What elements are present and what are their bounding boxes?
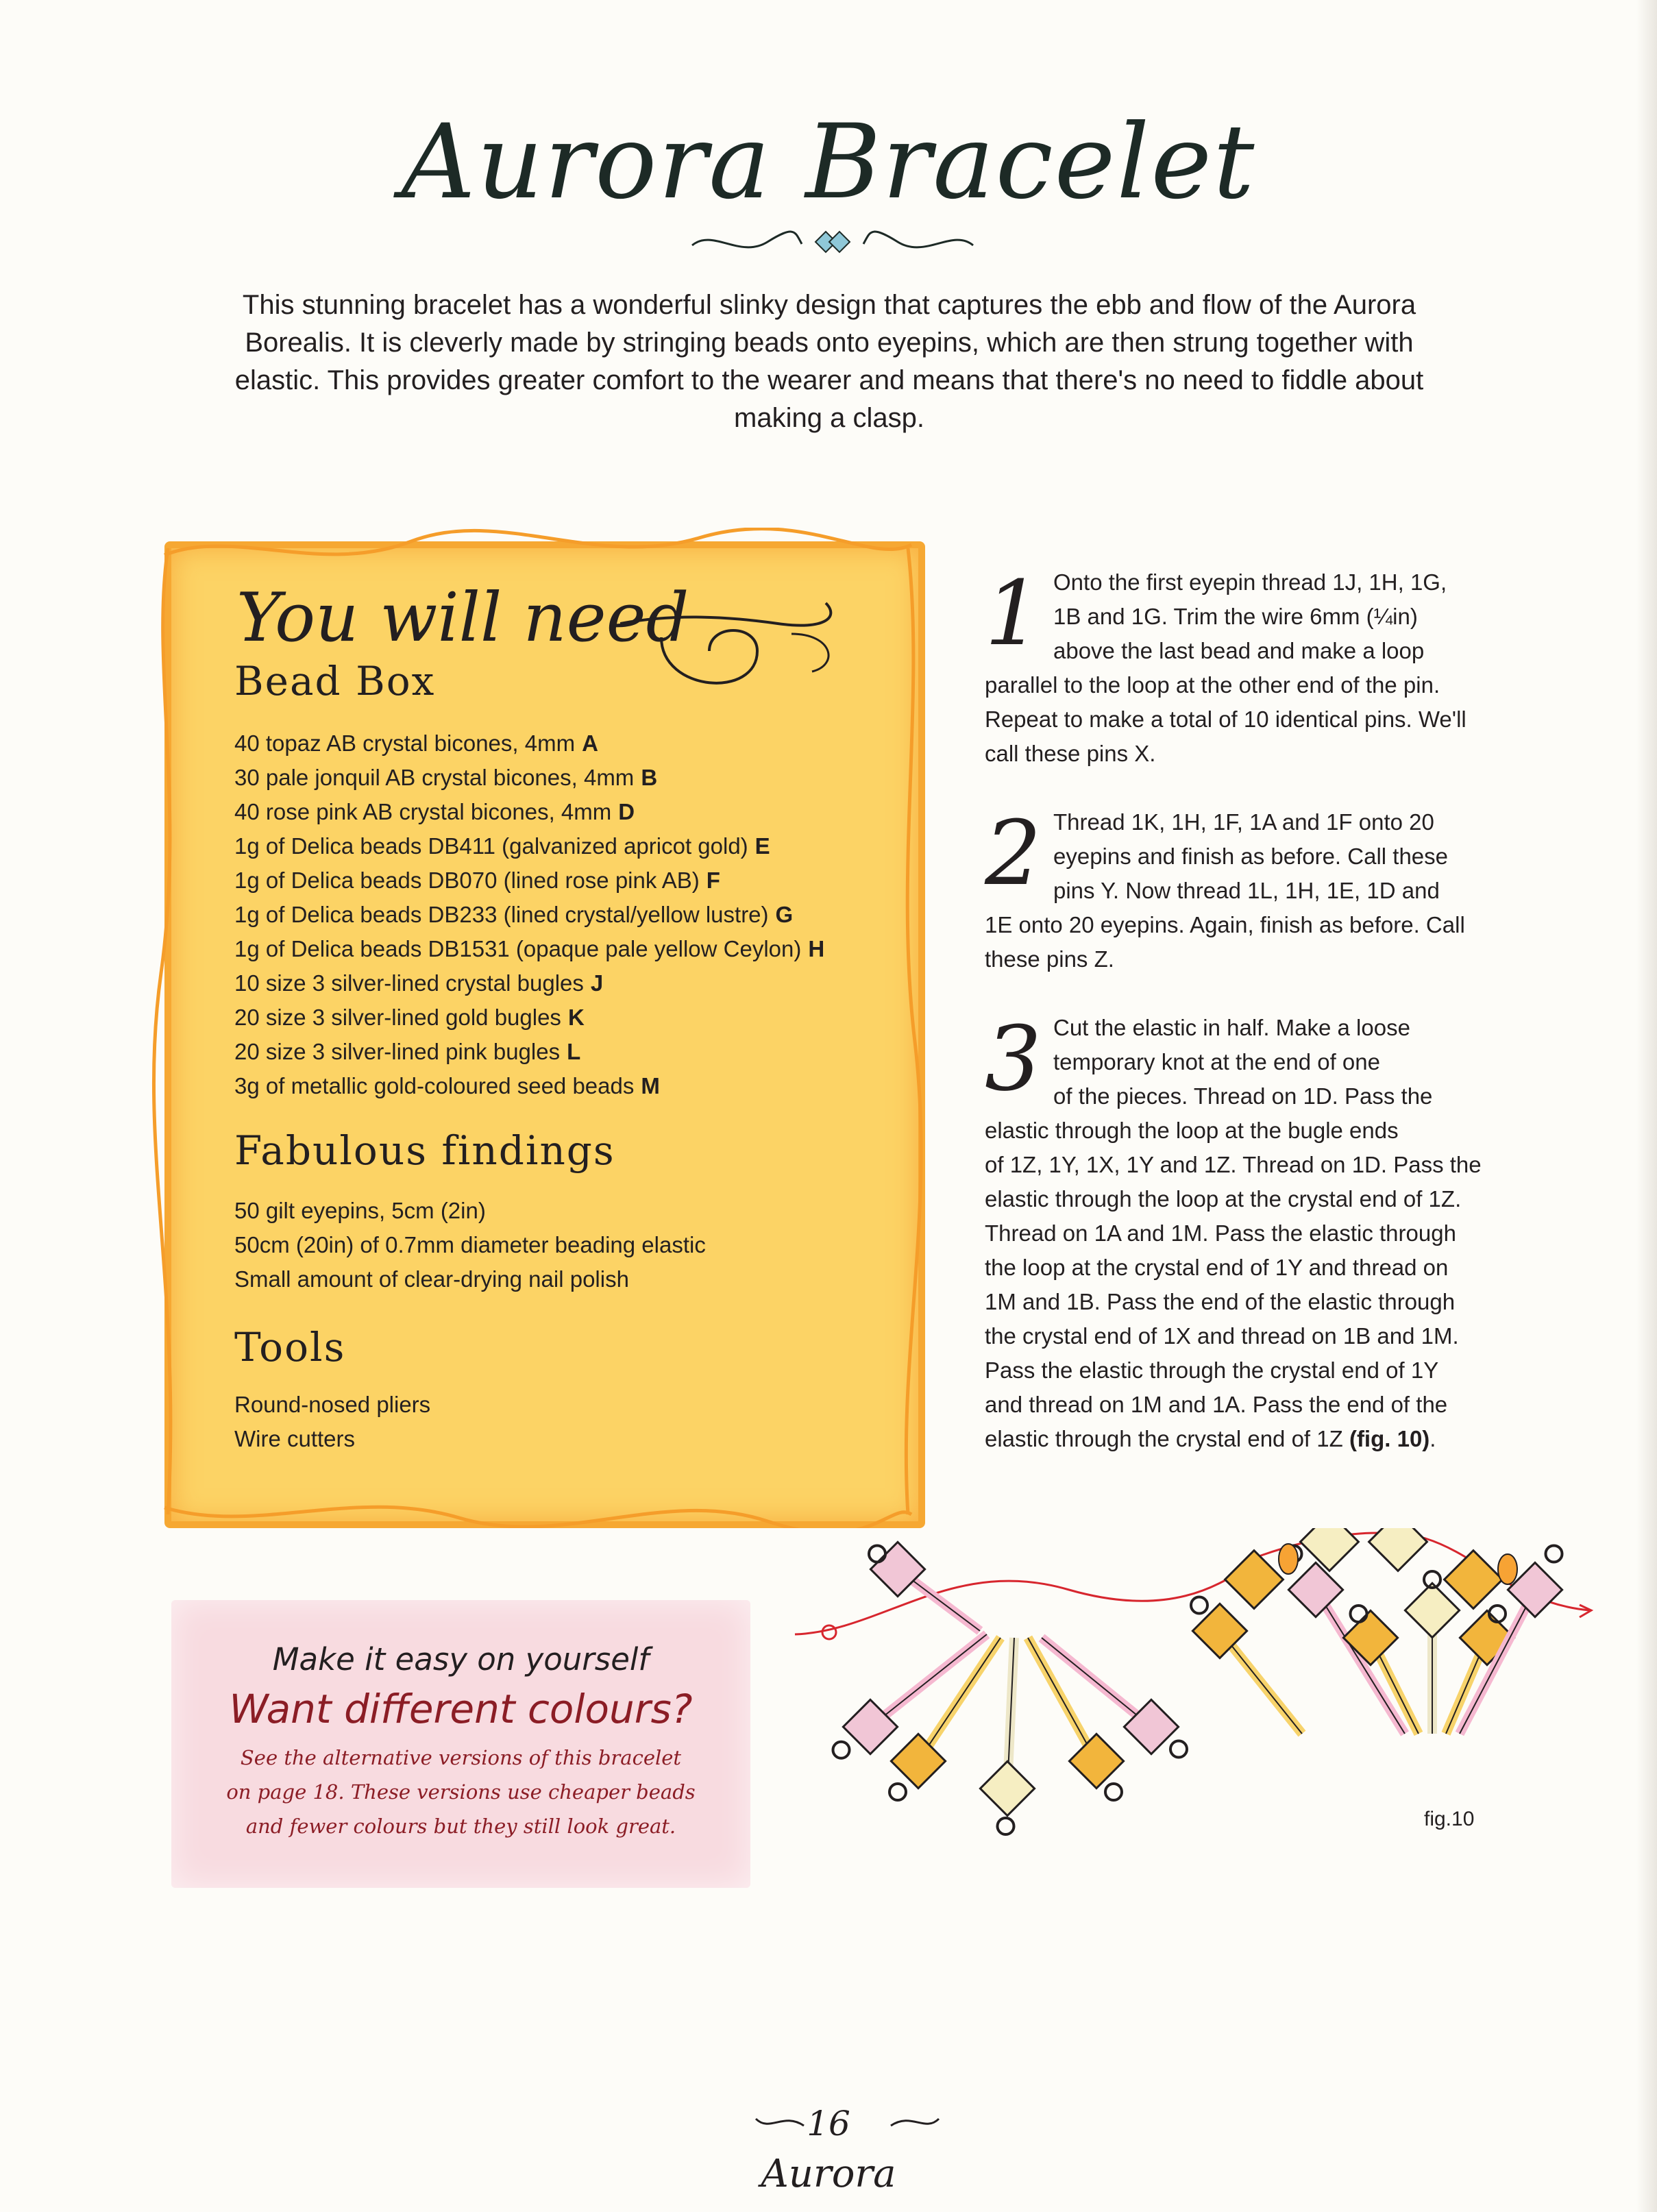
step-line: Repeat to make a total of 10 identical pins. We'll — [985, 706, 1466, 732]
step-lead-line: 1B and 1G. Trim the wire 6mm (¼in) — [1053, 604, 1418, 629]
bead-item-code: M — [641, 1073, 660, 1098]
figure-label: fig.10 — [1424, 1808, 1475, 1830]
step-line: elastic through the loop at the bugle ends — [985, 1118, 1399, 1143]
bead-item-text: 40 rose pink AB crystal bicones, 4mm — [234, 799, 612, 824]
eyepin-strand — [1191, 1597, 1302, 1734]
bead-item-code: H — [808, 936, 825, 961]
bracelet-diagram-figure — [781, 1528, 1604, 1884]
tip-subheading: Want different colours? — [229, 1686, 693, 1732]
figure-reference: (fig. 10) — [1349, 1426, 1430, 1451]
intro-paragraph: This stunning bracelet has a wonderful slinky design that captures the ebb and flow of the Aurora Borealis. It is cleverly made by stringing beads onto eyepins, which are then strung together with elastic. This provides greater comfort to the wearer and means that there's no need to fiddle about making a clasp. — [234, 290, 1424, 433]
step-3 — [985, 1007, 1506, 1456]
finding-item: 50cm (20in) of 0.7mm diameter beading elastic — [234, 1232, 706, 1257]
bead-item-code: G — [775, 902, 794, 927]
step-line: elastic through the crystal end of 1Z (fig. 10). — [985, 1426, 1436, 1451]
tip-line: and fewer colours but they still look great. — [245, 1815, 676, 1838]
bead-item-text: 10 size 3 silver-lined crystal bugles — [234, 970, 584, 996]
folio-ornament-right-icon — [887, 2112, 942, 2139]
step-lead-line: temporary knot at the end of one — [1053, 1049, 1380, 1074]
crystal-bicone — [1369, 1528, 1427, 1571]
finding-item: 50 gilt eyepins, 5cm (2in) — [234, 1198, 486, 1223]
swirl-ornament-icon — [620, 596, 846, 706]
bead-item-text: 1g of Delica beads DB411 (galvanized apricot gold) — [234, 833, 748, 859]
bead-item — [234, 932, 824, 966]
step-lead-line: of the pieces. Thread on 1D. Pass the — [1053, 1083, 1433, 1109]
bead-box-heading: Bead Box — [234, 658, 436, 704]
step-lead-line: Onto the first eyepin thread 1J, 1H, 1G, — [1053, 569, 1447, 595]
tool-item: Round-nosed pliers — [234, 1392, 431, 1417]
step-line: Pass the elastic through the crystal end of 1Y — [985, 1357, 1439, 1383]
crystal-bicone — [1301, 1528, 1359, 1571]
eyepin-strand — [1343, 1606, 1419, 1734]
bead-item-code: J — [590, 970, 604, 996]
running-footer: Aurora — [761, 2152, 896, 2196]
step-line: the crystal end of 1X and thread on 1B and 1M. — [985, 1323, 1459, 1349]
bead-item — [234, 1000, 824, 1035]
seed-bead — [1279, 1544, 1298, 1574]
bead-item-text: 1g of Delica beads DB070 (lined rose pink AB) — [234, 868, 700, 893]
bead-item — [234, 1035, 824, 1069]
bead-item-text: 3g of metallic gold-coloured seed beads — [234, 1073, 635, 1098]
step-number: 1 — [985, 561, 1042, 665]
step-lead-line: eyepins and finish as before. Call these — [1053, 844, 1449, 869]
tool-item: Wire cutters — [234, 1426, 356, 1451]
bead-item — [234, 761, 824, 795]
findings-list — [234, 1194, 706, 1297]
bead-item-code: E — [754, 833, 770, 859]
page-edge-shadow — [1636, 0, 1657, 2212]
step-lead-line: Cut the elastic in half. Make a loose — [1053, 1015, 1410, 1040]
tip-body — [199, 1741, 723, 1843]
step-line: 1M and 1B. Pass the end of the elastic through — [985, 1289, 1456, 1314]
step-line: of 1Z, 1Y, 1X, 1Y and 1Z. Thread on 1D. Pass the — [985, 1152, 1482, 1177]
eyepin-strand — [980, 1638, 1034, 1834]
seed-bead — [1498, 1554, 1517, 1584]
bead-item-text: 1g of Delica beads DB233 (lined crystal/yellow lustre) — [234, 902, 769, 927]
bead-item-code: F — [706, 868, 720, 893]
bead-item-code: K — [567, 1005, 585, 1030]
step-lead-line: pins Y. Now thread 1L, 1H, 1E, 1D and — [1053, 878, 1440, 903]
bead-item-code: B — [641, 765, 658, 790]
bead-item — [234, 863, 824, 898]
step-1 — [985, 561, 1506, 771]
crystal-bicone — [1445, 1551, 1503, 1609]
step-line: parallel to the loop at the other end of the pin. — [985, 672, 1440, 698]
step-number: 3 — [985, 1007, 1042, 1111]
page-title: Aurora Bracelet — [401, 103, 1256, 222]
title-ornament-icon — [685, 218, 980, 266]
you-will-need-heading: You will need — [236, 579, 689, 657]
bead-item — [234, 829, 824, 863]
bead-item-code: L — [567, 1039, 581, 1064]
bead-item — [234, 795, 824, 829]
tip-line: See the alternative versions of this bracelet — [240, 1746, 682, 1769]
tools-heading: Tools — [234, 1324, 346, 1371]
step-2 — [985, 801, 1506, 976]
tip-line: on page 18. These versions use cheaper beads — [226, 1780, 696, 1804]
step-line: these pins Z. — [985, 946, 1114, 972]
step-line: the loop at the crystal end of 1Y and thread on — [985, 1255, 1449, 1280]
bead-item-text: 40 topaz AB crystal bicones, 4mm — [234, 730, 576, 756]
eyepin-strand — [1446, 1606, 1514, 1734]
step-line: and thread on 1M and 1A. Pass the end of the — [985, 1392, 1448, 1417]
step-number: 2 — [985, 801, 1042, 905]
step-line: call these pins X. — [985, 741, 1156, 766]
crystal-bicone — [1225, 1551, 1284, 1609]
step-line: elastic through the loop at the crystal end of 1Z. — [985, 1186, 1462, 1212]
step-end: . — [1429, 1426, 1436, 1451]
bead-box-list — [234, 726, 824, 1103]
step-line: 1E onto 20 eyepins. Again, finish as before. Call — [985, 912, 1465, 937]
bead-item-text: 1g of Delica beads DB1531 (opaque pale yellow Ceylon) — [234, 936, 802, 961]
tools-list — [234, 1388, 430, 1456]
bead-item-code: D — [618, 799, 635, 824]
finding-item: Small amount of clear-drying nail polish — [234, 1266, 629, 1292]
bead-item — [234, 966, 824, 1000]
bead-item-text: 30 pale jonquil AB crystal bicones, 4mm — [234, 765, 635, 790]
findings-heading: Fabulous findings — [234, 1127, 615, 1174]
step-lead-line: above the last bead and make a loop — [1053, 638, 1425, 663]
bead-item — [234, 1069, 824, 1103]
bead-item — [234, 898, 824, 932]
bead-item-text: 20 size 3 silver-lined pink bugles — [234, 1039, 561, 1064]
bead-item-code: A — [582, 730, 598, 756]
bead-item — [234, 726, 824, 761]
step-lead-line: Thread 1K, 1H, 1F, 1A and 1F onto 20 — [1053, 809, 1434, 835]
page-number: 16 — [807, 2104, 850, 2143]
tip-heading: Make it easy on yourself — [272, 1641, 650, 1678]
step-line: Thread on 1A and 1M. Pass the elastic through — [985, 1220, 1456, 1246]
bead-item-text: 20 size 3 silver-lined gold bugles — [234, 1005, 561, 1030]
